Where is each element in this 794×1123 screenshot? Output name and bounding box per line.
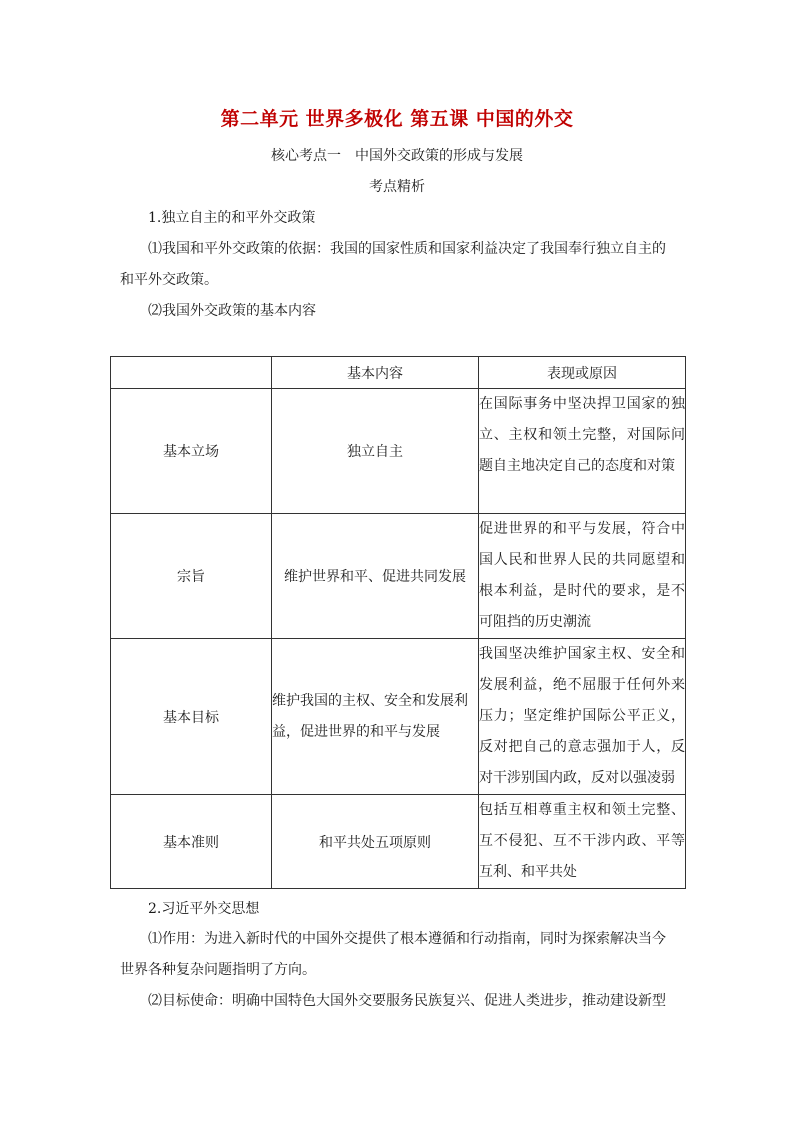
table-header-cell: 表现或原因 xyxy=(479,357,686,389)
table-row xyxy=(111,389,686,514)
table-header-cell: 基本内容 xyxy=(272,357,479,389)
table-row xyxy=(111,795,686,889)
row-content: 维护我国的主权、安全和发展利益，促进世界的和平与发展 xyxy=(272,639,479,795)
paragraph-6-line-1: ⑵目标使命：明确中国特色大国外交要服务民族复兴、促进人类进步，推动建设新型 xyxy=(148,993,666,1009)
table-header-row xyxy=(111,357,686,389)
subtitle-part2: 中国外交政策的形成与发展 xyxy=(355,148,523,164)
subtitle-part1: 核心考点一 xyxy=(271,148,341,164)
policy-table xyxy=(110,356,686,889)
row-label: 宗旨 xyxy=(111,514,272,639)
section-heading: 考点精析 xyxy=(369,179,425,195)
row-label: 基本准则 xyxy=(111,795,272,889)
table-header-cell xyxy=(111,357,272,389)
paragraph-2-line-1: ⑴我国和平外交政策的依据：我国的国家性质和国家利益决定了我国奉行独立自主的 xyxy=(148,241,666,257)
paragraph-2-line-2: 和平外交政策。 xyxy=(120,272,218,288)
row-content: 维护世界和平、促进共同发展 xyxy=(272,514,479,639)
document-subtitle xyxy=(0,145,794,165)
document-title: 第二单元 世界多极化 第五课 中国的外交 xyxy=(220,108,574,130)
paragraph-4: 2.习近平外交思想 xyxy=(148,901,260,917)
row-reason: 包括互相尊重主权和领土完整、互不侵犯、互不干涉内政、平等互利、和平共处 xyxy=(479,795,686,889)
row-reason: 在国际事务中坚决捍卫国家的独立、主权和领土完整，对国际问题自主地决定自己的态度和对策 xyxy=(479,389,686,514)
row-reason: 促进世界的和平与发展，符合中国人民和世界人民的共同愿望和根本利益，是时代的要求，是不可阻挡的历史潮流 xyxy=(479,514,686,639)
row-content: 独立自主 xyxy=(272,389,479,514)
paragraph-3: ⑵我国外交政策的基本内容 xyxy=(148,303,316,319)
row-reason: 我国坚决维护国家主权、安全和发展利益，绝不屈服于任何外来压力；坚定维护国际公平正义，反对把自己的意志强加于人，反对干涉别国内政，反对以强凌弱 xyxy=(479,639,686,795)
paragraph-5-line-1: ⑴作用：为进入新时代的中国外交提供了根本遵循和行动指南，同时为探索解决当今 xyxy=(148,931,666,947)
table-row xyxy=(111,639,686,795)
paragraph-5-line-2: 世界各种复杂问题指明了方向。 xyxy=(120,962,316,978)
row-label: 基本目标 xyxy=(111,639,272,795)
row-content: 和平共处五项原则 xyxy=(272,795,479,889)
table-row xyxy=(111,514,686,639)
row-label: 基本立场 xyxy=(111,389,272,514)
paragraph-1: 1.独立自主的和平外交政策 xyxy=(148,210,316,226)
